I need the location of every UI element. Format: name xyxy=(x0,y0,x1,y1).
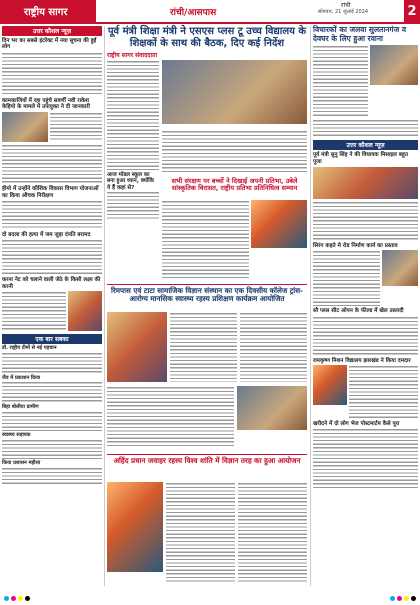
left-column xyxy=(2,26,102,588)
story2-body xyxy=(162,200,249,278)
left-story4-head: दो बदला की हत्या में जम जुड़ा दंपति बरामद xyxy=(2,231,91,238)
city-label: रांची xyxy=(341,2,351,9)
story3-body-c xyxy=(107,386,234,448)
story4-headline: अहिंद प्रधान जवाहर रहस्य विश्व शांति में विज्ञान तरह का हुआ आयोजन xyxy=(113,456,301,465)
masthead-rule xyxy=(0,22,420,24)
left-story2-head: कामकाजियों में रहा पहुंचे सवर्णी नवी राकेश केहियो के मामले में उपायुक्त ने दी जानकारी xyxy=(2,97,90,110)
right-story6-body xyxy=(313,428,418,488)
story3-photo-2 xyxy=(237,386,307,430)
brief-4-head: स्वास्थ्य सहायक xyxy=(2,432,31,439)
registration-dots-left xyxy=(4,586,32,591)
page-number: 2 xyxy=(404,0,420,22)
brand-name: राष्ट्रीय सागर xyxy=(0,0,96,22)
right-section-banner: उत्तर कौशल न्यूज़ xyxy=(313,140,418,150)
right-story5-photo xyxy=(313,365,347,405)
registration-dots-right xyxy=(390,586,418,591)
right-column xyxy=(313,26,418,588)
left-story1-body xyxy=(2,52,102,96)
left-story3-head: हीमो में उन्होंने कौशिक विकास विभाग योजनाओं का किया औचक निरीक्षण xyxy=(2,186,99,199)
brief-5-head: किया प्रशासन महीला xyxy=(2,459,41,466)
lead-body-col2 xyxy=(162,130,307,174)
right-story2-head: पूर्व मंत्री सुनु सिंह ने की विधायक मिसाइल बहुत पूजा xyxy=(313,152,408,165)
right-story3-head: सिरंग कहते मे रोड निर्माण कार्य का प्रस्ताव xyxy=(313,242,398,249)
left-divider xyxy=(104,26,105,586)
lead-headline: पूर्व मंत्री शिक्षा मंत्री ने एसएस प्लस टू उच्च विद्यालय के शिक्षकों के साथ की बैठक, दिए कई निर्देश xyxy=(107,26,307,49)
center-column xyxy=(107,26,307,588)
right-story2-photo xyxy=(313,167,418,199)
brief-1-body xyxy=(2,352,102,374)
center-rule-1 xyxy=(107,284,307,285)
left-story2-photo xyxy=(2,112,48,142)
lead-body-col1 xyxy=(107,60,159,170)
right-top-headline: विचारकों का जलवा सुलतानगंज व देवघर के लिए हुआ रवाना xyxy=(313,25,406,43)
brief-4-body xyxy=(2,439,102,459)
story3-body-a xyxy=(170,312,237,382)
right-story5-body xyxy=(349,365,418,419)
brief-3-body xyxy=(2,411,102,431)
right-top-photo xyxy=(370,45,418,85)
story3-photo xyxy=(107,312,167,382)
brief-2-body xyxy=(2,381,102,403)
right-story3-body xyxy=(313,250,380,306)
left-story1-head: दिन भर का सबसे इंटरेक्ट में नया सूचना की हुई लोग xyxy=(2,38,97,51)
right-top-body-b xyxy=(313,119,418,137)
right-story2-body xyxy=(313,201,418,241)
brief-3-head: बिहा बोलीया ग्रामीण xyxy=(2,404,39,411)
left-story2-side-body xyxy=(50,112,102,142)
story4-body-b xyxy=(238,482,307,582)
story2-headline: सभी संरक्षण पर बच्चों ने दिखाई अपनी प्रतिभा, उबेले सांस्कृतिक विरासत, राष्ट्रीय प्रतिभा प्रतिनिधित्व सम्मान xyxy=(171,177,298,193)
brief-1-head: डॉ. राष्ट्रीय टीमों से नई पहचान xyxy=(2,344,57,351)
right-story6-head: खरीदने में दो लोग भेज पोस्टमार्टम कैसे पूरा xyxy=(313,420,400,427)
page-category: रांची/आसपास xyxy=(170,8,217,18)
story2-photo xyxy=(251,200,307,248)
right-story4-body xyxy=(313,316,418,356)
brief-5-body xyxy=(2,467,102,485)
right-story5-head: रामकृष्ण मिशन विद्यालय झारखंड ने किया दमदार xyxy=(313,357,411,364)
lead-body-col1b xyxy=(107,191,159,221)
briefs-banner: एक बार सबका xyxy=(2,334,102,344)
right-divider xyxy=(310,26,311,586)
left-section-banner: उत्तर कौशल न्यूज़ xyxy=(2,26,102,36)
lead-photo xyxy=(162,60,307,124)
left-story3-body xyxy=(2,200,102,230)
issue-date: सोमवार, 21 जुलाई 2024 xyxy=(318,9,369,15)
right-story3-photo xyxy=(382,250,418,286)
right-top-body-a xyxy=(313,45,368,117)
left-story5-photo xyxy=(68,291,102,331)
brief-2-head: जैव में प्रकाशन किया xyxy=(2,374,41,381)
story4-photo xyxy=(107,482,163,572)
left-story5-head: करना नेट को चलाने वाली जेठे के किसी लक्ष्य की करनी xyxy=(2,277,101,290)
lead-kicker: राष्ट्रीय सागर संवाददाता xyxy=(107,52,158,59)
left-story4-body xyxy=(2,239,102,275)
left-story5-body xyxy=(2,291,66,331)
center-rule-2 xyxy=(107,454,307,455)
story3-body-b xyxy=(240,312,307,382)
lead-subhead: आज मॉडल स्कूल का बना हुआ ध्यान, क्योंकि ये हैं कहां से? xyxy=(107,172,154,191)
story3-headline: रिमपास एवं टाटा सामाजिक विज्ञान संस्थान का एक दिवसीय कॉलेज ट्रांस-आरोग्य मानसिक स्वास्थ्य रहस्य प्रशिक्षण कार्यक्रम आयोजित xyxy=(110,286,304,304)
left-story2-body xyxy=(2,144,102,184)
story4-body-a xyxy=(166,482,235,582)
right-story4-head: सौ प्लस सीट ओपन के फील्ड में खेल उस्तादी xyxy=(313,308,404,315)
masthead xyxy=(0,0,420,22)
